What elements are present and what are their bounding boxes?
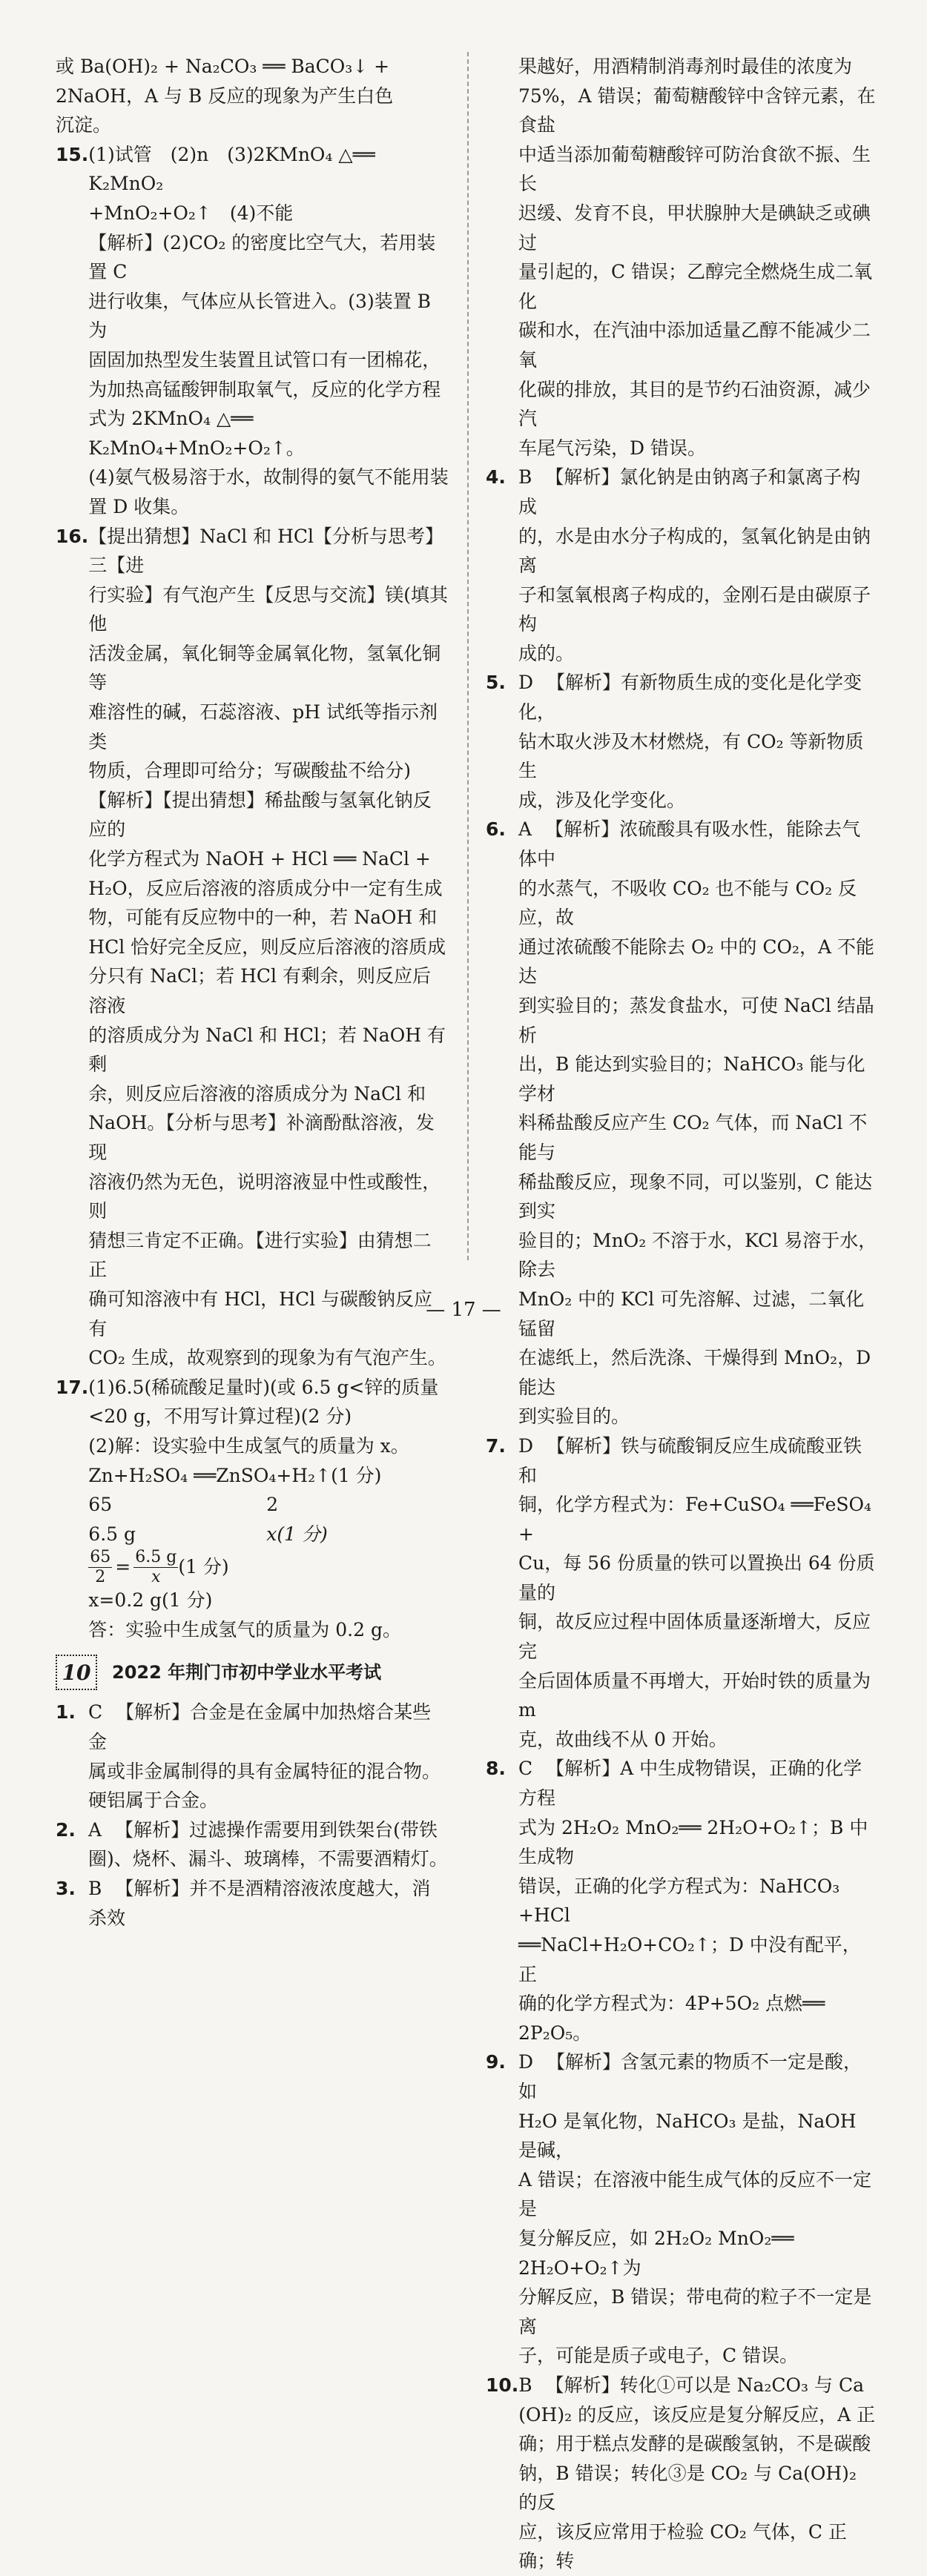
answer-choice: C bbox=[518, 1758, 533, 1780]
analysis-line: 【解析】浓硫酸具有吸水性，能除去气体中 bbox=[518, 818, 861, 870]
fraction-left bbox=[88, 1548, 112, 1587]
question-number: 1. bbox=[56, 1701, 76, 1724]
analysis-line: 到实验目的；蒸发食盐水，可使 NaCl 结晶析 bbox=[518, 995, 874, 1046]
fraction-right bbox=[133, 1548, 178, 1587]
answer-choice: B bbox=[518, 466, 532, 489]
question-number: 6. bbox=[486, 818, 506, 841]
result-line: x=0.2 g(1 分) bbox=[88, 1589, 213, 1612]
question-number: 5. bbox=[486, 672, 506, 694]
analysis-line: 子和氢氧根离子构成的，金刚石是由碳原子构 bbox=[518, 583, 871, 635]
analysis-line: 成，涉及化学变化。 bbox=[518, 789, 686, 811]
answer-choice: C bbox=[88, 1701, 103, 1724]
answer-choice: A bbox=[88, 1818, 102, 1841]
analysis-line: 的，水是由水分子构成的，氢氧化钠是由钠离 bbox=[518, 525, 871, 577]
question-9 bbox=[486, 2047, 879, 2371]
analysis-line: 式为 2H₂O₂ MnO₂══ 2H₂O+O₂↑；B 中生成物 bbox=[518, 1816, 868, 1868]
answer-choice: D bbox=[518, 2051, 534, 2073]
ratio-left: 65 bbox=[88, 1494, 113, 1516]
analysis-line: (4)氨气极易溶于水，故制得的氨气不能用装 bbox=[88, 466, 449, 489]
equation-line: Zn+H₂SO₄ ══ZnSO₄+H₂↑(1 分) bbox=[88, 1464, 382, 1486]
question-3-continued bbox=[486, 52, 879, 463]
fraction-numerator: 65 bbox=[90, 1547, 111, 1566]
answer-line: (1)试管 (2)n (3)2KMnO₄ △══ K₂MnO₂ bbox=[88, 143, 375, 195]
analysis-line: 的溶质成分为 NaCl 和 HCl；若 NaOH 有剩 bbox=[88, 1024, 446, 1076]
question-4 bbox=[486, 463, 879, 668]
analysis-line: 【解析】并不是酒精溶液浓度越大，消杀效 bbox=[88, 1878, 431, 1929]
analysis-line: 【解析】(2)CO₂ 的密度比空气大，若用装置 C bbox=[88, 231, 436, 283]
analysis-line: 通过浓硫酸不能除去 O₂ 中的 CO₂，A 不能达 bbox=[518, 936, 875, 987]
analysis-line: 【解析】有新物质生成的变化是化学变化， bbox=[518, 672, 862, 724]
ratio-right: x(1 分) bbox=[266, 1523, 328, 1545]
analysis-line: 猜想三肯定不正确。【进行实验】由猜想二正 bbox=[88, 1229, 432, 1281]
answer-choice: D bbox=[518, 1434, 534, 1457]
analysis-line: NaOH。【分析与思考】补滴酚酞溶液，发现 bbox=[88, 1112, 435, 1163]
question-5 bbox=[486, 668, 879, 815]
fraction-denominator: 2 bbox=[95, 1567, 106, 1586]
analysis-line: 应，该反应常用于检验 CO₂ 气体，C 正确；转 bbox=[518, 2520, 847, 2572]
analysis-line: ══NaCl+H₂O+CO₂↑；D 中没有配平，正 bbox=[518, 1934, 861, 1985]
question-8 bbox=[486, 1754, 879, 2047]
analysis-line: 置 D 收集。 bbox=[88, 495, 190, 517]
analysis-line: 【解析】氯化钠是由钠离子和氯离子构成 bbox=[518, 466, 861, 517]
fraction-denominator: x bbox=[151, 1567, 161, 1586]
question-number: 17. bbox=[56, 1376, 89, 1398]
answer-line: 活泼金属，氧化铜等金属氧化物，氢氧化铜等 bbox=[88, 642, 441, 694]
intro-line: 2NaOH，A 与 B 反应的现象为产生白色 bbox=[56, 85, 394, 107]
left-column bbox=[56, 52, 449, 1933]
analysis-line: 确；用于糕点发酵的是碳酸氢钠，不是碳酸 bbox=[518, 2433, 871, 2455]
answer-line: (2)解：设实验中生成氢气的质量为 x。 bbox=[88, 1434, 409, 1457]
analysis-line: 碳和水，在汽油中添加适量乙醇不能减少二氧 bbox=[518, 319, 871, 371]
question-6 bbox=[486, 815, 879, 1431]
analysis-line: 果越好，用酒精制消毒剂时最佳的浓度为 bbox=[518, 56, 853, 77]
answer-line: 难溶性的碱，石蕊溶液、pH 试纸等指示剂类 bbox=[88, 701, 438, 752]
ratio-right: 2 bbox=[266, 1494, 279, 1516]
analysis-line: 【解析】合金是在金属中加热熔合某些金 bbox=[88, 1701, 432, 1753]
analysis-line: (OH)₂ 的反应，该反应是复分解反应，A 正 bbox=[518, 2403, 876, 2426]
fraction-numerator: 6.5 g bbox=[135, 1547, 177, 1566]
analysis-line: 确的化学方程式为：4P+5O₂ 点燃══ 2P₂O₅。 bbox=[518, 1993, 825, 2044]
answer-choice: A bbox=[518, 818, 532, 841]
question-number: 15. bbox=[56, 143, 89, 165]
answer-choice: B bbox=[518, 2374, 532, 2396]
question-number: 4. bbox=[486, 466, 506, 489]
question-number: 7. bbox=[486, 1434, 506, 1457]
analysis-line: 错误，正确的化学方程式为：NaHCO₃ +HCl bbox=[518, 1875, 840, 1927]
final-answer: 答：实验中生成氢气的质量为 0.2 g。 bbox=[88, 1618, 401, 1640]
ratio-row bbox=[88, 1490, 449, 1520]
analysis-line: 圈)、烧杯、漏斗、玻璃棒，不需要酒精灯。 bbox=[88, 1848, 448, 1870]
analysis-line: 【解析】含氢元素的物质不一定是酸，如 bbox=[518, 2051, 862, 2102]
analysis-line: 到实验目的。 bbox=[518, 1405, 630, 1428]
analysis-line: 在滤纸上，然后洗涤、干燥得到 MnO₂，D 能达 bbox=[518, 1347, 871, 1398]
answer-line: 【提出猜想】NaCl 和 HCl【分析与思考】三【进 bbox=[88, 525, 444, 577]
question-10 bbox=[486, 2371, 879, 2576]
question-2 bbox=[56, 1815, 449, 1874]
analysis-line: H₂O，反应后溶液的溶质成分中一定有生成 bbox=[88, 877, 443, 899]
section-header bbox=[56, 1655, 449, 1690]
analysis-line: 复分解反应，如 2H₂O₂ MnO₂══ 2H₂O+O₂↑为 bbox=[518, 2227, 794, 2279]
analysis-line: 进行收集，气体应从长管进入。(3)装置 B 为 bbox=[88, 290, 432, 342]
question-16 bbox=[56, 522, 449, 1373]
analysis-line: 确可知溶液中有 HCl，HCl 与碳酸钠反应有 bbox=[88, 1288, 433, 1340]
question-7 bbox=[486, 1431, 879, 1755]
analysis-line: 量引起的，C 错误；乙醇完全燃烧生成二氧化 bbox=[518, 261, 873, 312]
ratio-left: 6.5 g bbox=[88, 1523, 136, 1545]
answer-line: <20 g，不用写计算过程)(2 分) bbox=[88, 1405, 352, 1428]
section-title: 2022 年荆门市初中学业水平考试 bbox=[112, 1661, 382, 1683]
ratio-row bbox=[88, 1520, 449, 1549]
analysis-line: 固固加热型发生装置且试管口有一团棉花， bbox=[88, 348, 441, 371]
intro-line: 或 Ba(OH)₂ + Na₂CO₃ ══ BaCO₃↓ + bbox=[56, 56, 390, 77]
analysis-line: 【解析】过滤操作需要用到铁架台(带铁 bbox=[115, 1818, 438, 1841]
analysis-line: 【解析】【提出猜想】稀盐酸与氢氧化钠反应的 bbox=[88, 789, 432, 841]
question-number: 3. bbox=[56, 1878, 76, 1900]
analysis-line: 迟缓、发育不良，甲状腺肿大是碘缺乏或碘过 bbox=[518, 202, 871, 254]
analysis-line: 克，故曲线不从 0 开始。 bbox=[518, 1728, 728, 1750]
analysis-line: 【解析】铁与硫酸铜反应生成硫酸亚铁和 bbox=[518, 1434, 862, 1486]
answer-line: 物质，合理即可给分；写碳酸盐不给分) bbox=[88, 760, 412, 782]
section-number-badge: 10 bbox=[56, 1655, 97, 1690]
intro-line: 沉淀。 bbox=[56, 114, 112, 136]
answer-line: +MnO₂+O₂↑ (4)不能 bbox=[88, 202, 294, 224]
analysis-line: 钠，B 错误；转化③是 CO₂ 与 Ca(OH)₂ 的反 bbox=[518, 2462, 857, 2514]
question-number: 16. bbox=[56, 525, 89, 547]
analysis-line: Cu，每 56 份质量的铁可以置换出 64 份质量的 bbox=[518, 1552, 875, 1603]
analysis-line: 成的。 bbox=[518, 642, 575, 664]
page-number: — 17 — bbox=[426, 1299, 501, 1321]
fraction-score: (1 分) bbox=[178, 1556, 229, 1578]
analysis-line: 属或非金属制得的具有金属特征的混合物。 bbox=[88, 1760, 441, 1782]
analysis-line: 化学方程式为 NaOH + HCl ══ NaCl + bbox=[88, 848, 431, 870]
analysis-line: 验目的；MnO₂ 不溶于水，KCl 易溶于水，除去 bbox=[518, 1229, 877, 1281]
analysis-line: 分解反应，B 错误；带电荷的粒子不一定是离 bbox=[518, 2286, 872, 2337]
analysis-line: 式为 2KMnO₄ △══ K₂MnO₄+MnO₂+O₂↑。 bbox=[88, 408, 305, 459]
analysis-line: 为加热高锰酸钾制取氧气，反应的化学方程 bbox=[88, 378, 441, 400]
analysis-line: 全后固体质量不再增大，开始时铁的质量为 m bbox=[518, 1669, 871, 1721]
analysis-line: MnO₂ 中的 KCl 可先溶解、过滤，二氧化锰留 bbox=[518, 1288, 865, 1340]
analysis-line: 中适当添加葡萄糖酸锌可防治食欲不振、生长 bbox=[518, 143, 871, 195]
analysis-line: 铜，故反应过程中固体质量逐渐增大，反应完 bbox=[518, 1611, 871, 1663]
analysis-line: 车尾气污染，D 错误。 bbox=[518, 437, 706, 459]
analysis-line: 硬铝属于合金。 bbox=[88, 1789, 219, 1812]
answer-line: 行实验】有气泡产生【反思与交流】镁(填其他 bbox=[88, 583, 449, 635]
analysis-line: HCl 恰好完全反应，则反应后溶液的溶质成 bbox=[88, 936, 446, 958]
question-3 bbox=[56, 1874, 449, 1933]
analysis-line: 化碳的排放，其目的是节约石油资源，减少汽 bbox=[518, 378, 871, 430]
column-divider bbox=[467, 52, 469, 1260]
analysis-line: 75%，A 错误；葡萄糖酸锌中含锌元素，在食盐 bbox=[518, 85, 876, 136]
analysis-line: 稀盐酸反应，现象不同，可以鉴别，C 能达到实 bbox=[518, 1171, 873, 1222]
analysis-line: 出，B 能达到实验目的；NaHCO₃ 能与化学材 bbox=[518, 1053, 865, 1105]
question-1 bbox=[56, 1698, 449, 1815]
analysis-line: 【解析】A 中生成物错误，正确的化学方程 bbox=[518, 1758, 862, 1810]
analysis-line: CO₂ 生成，故观察到的现象为有气泡产生。 bbox=[88, 1347, 446, 1369]
question-17 bbox=[56, 1373, 449, 1645]
analysis-line: H₂O 是氧化物，NaHCO₃ 是盐，NaOH 是碱， bbox=[518, 2110, 857, 2162]
analysis-line: 的水蒸气，不吸收 CO₂ 也不能与 CO₂ 反应，故 bbox=[518, 877, 857, 929]
analysis-line: 钻木取火涉及木材燃烧，有 CO₂ 等新物质生 bbox=[518, 730, 864, 782]
analysis-line: 溶液仍然为无色，说明溶液显中性或酸性，则 bbox=[88, 1171, 441, 1222]
analysis-line: A 错误；在溶液中能生成气体的反应不一定是 bbox=[518, 2168, 872, 2220]
proportion-line: $\frac{65}{2}$ = $\frac{6.5 g}{x}$ (1 分) bbox=[90, 1547, 229, 1586]
analysis-line: 料稀盐酸反应产生 CO₂ 气体，而 NaCl 不能与 bbox=[518, 1112, 868, 1163]
analysis-line: 子，可能是质子或电子，C 错误。 bbox=[518, 2345, 799, 2367]
answer-line: (1)6.5(稀硫酸足量时)(或 6.5 g<锌的质量 bbox=[88, 1376, 439, 1398]
answer-choice: D bbox=[518, 672, 534, 694]
analysis-line: 余，则反应后溶液的溶质成分为 NaCl 和 bbox=[88, 1082, 426, 1105]
question-number: 9. bbox=[486, 2051, 506, 2073]
question-15 bbox=[56, 140, 449, 522]
analysis-line: 分只有 NaCl；若 HCl 有剩余，则反应后溶液 bbox=[88, 965, 431, 1016]
question-number: 2. bbox=[56, 1818, 76, 1841]
question-number: 10. bbox=[486, 2374, 519, 2396]
analysis-line: 铜，化学方程式为：Fe+CuSO₄ ══FeSO₄ + bbox=[518, 1494, 872, 1545]
analysis-line: 物，可能有反应物中的一种，若 NaOH 和 bbox=[88, 907, 438, 929]
question-number: 8. bbox=[486, 1758, 506, 1780]
answer-choice: B bbox=[88, 1878, 102, 1900]
analysis-line: 【解析】转化①可以是 Na₂CO₃ 与 Ca bbox=[545, 2374, 864, 2396]
